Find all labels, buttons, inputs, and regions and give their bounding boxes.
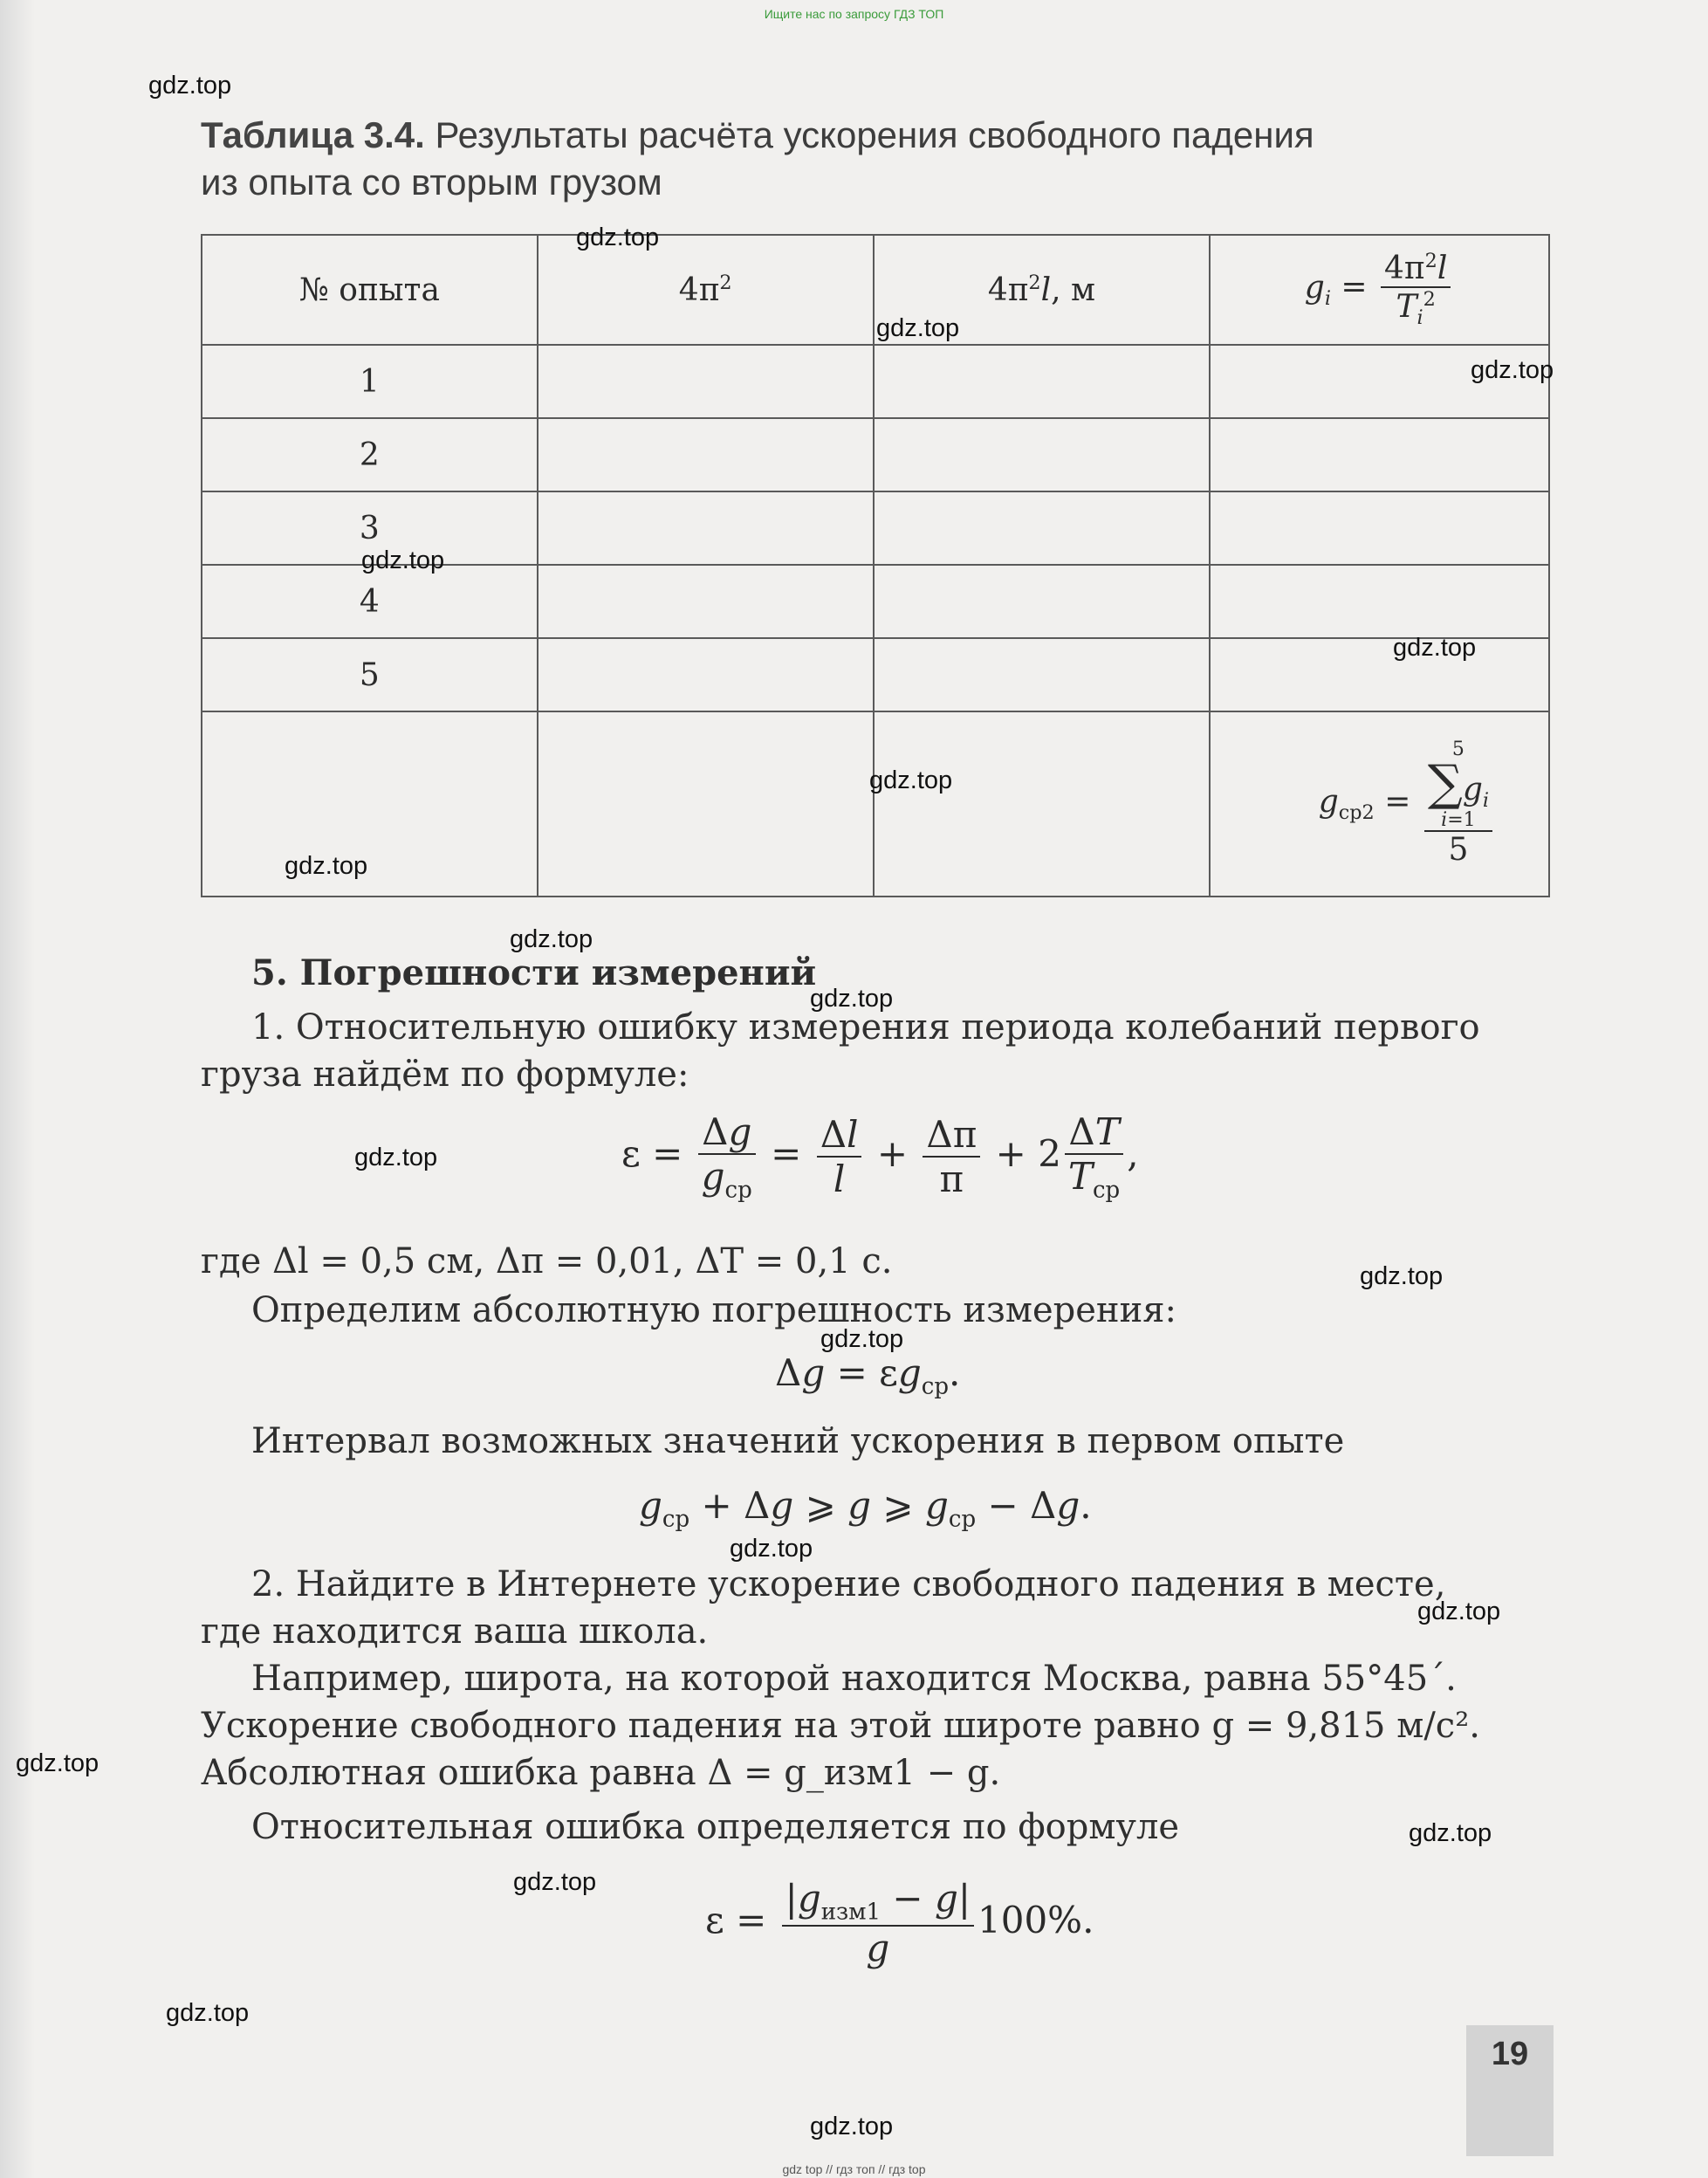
watermark: gdz.top (1409, 1819, 1492, 1847)
watermark: gdz.top (285, 852, 368, 880)
watermark: gdz.top (876, 314, 960, 342)
formula-absolute-error: $\Delta g = \varepsilon g_{ср}$. (775, 1351, 961, 1400)
paragraph-5-line2: где находится ваша школа. (201, 1611, 709, 1652)
header-gi: $g_i$ = $\frac{4\pi^2l}{T_i^2}$ (1210, 235, 1549, 345)
watermark: gdz.top (513, 1868, 597, 1896)
paragraph-6-line1: Например, широта, на которой находится Москва, равна 55°45´. (251, 1659, 1457, 1699)
average-formula: $g_{ср2}$ = 5 $\sum g_i$ i=1 5 (1210, 711, 1549, 897)
header-4pi2: $4\pi^2$ (538, 235, 874, 345)
table-row (202, 638, 1549, 711)
watermark: gdz.top (810, 2113, 894, 2140)
top-note: Ищите нас по запросу ГДЗ ТОП (764, 7, 944, 21)
table-row (202, 565, 1549, 638)
formula-relative-percent: ε = $\frac{|g_{изм1} - g|}{g}$ 100%. (705, 1877, 1094, 1970)
bottom-note: gdz top // гдз топ // гдз top (782, 2162, 926, 2176)
page-edge-shadow (0, 0, 35, 2178)
caption-label: Таблица 3.4. (201, 114, 425, 155)
row-number: 3 (202, 491, 538, 565)
watermark: gdz.top (1393, 634, 1477, 662)
page-number: 19 (1491, 2036, 1529, 2072)
caption-line2: из опыта со вторым грузом (201, 161, 662, 203)
watermark: gdz.top (361, 546, 445, 574)
paragraph-1-line2: груза найдём по формуле: (201, 1055, 689, 1095)
paragraph-7: Абсолютная ошибка равна Δ = g_изм1 − g. (201, 1753, 1001, 1793)
watermark: gdz.top (869, 766, 953, 794)
row-number: 5 (202, 638, 538, 711)
watermark: gdz.top (148, 72, 232, 100)
watermark: gdz.top (510, 925, 593, 953)
watermark: gdz.top (1417, 1597, 1501, 1625)
watermark: gdz.top (820, 1325, 904, 1353)
table-caption (201, 112, 1484, 206)
paragraph-8: Относительная ошибка определяется по формуле (251, 1807, 1180, 1847)
watermark: gdz.top (810, 985, 894, 1013)
watermark: gdz.top (1471, 356, 1554, 384)
caption-line1: Результаты расчёта ускорения свободного падения (424, 114, 1314, 155)
watermark: gdz.top (166, 1999, 250, 2027)
section-heading: 5. Погрешности измерений (251, 952, 817, 993)
watermark: gdz.top (1360, 1262, 1444, 1290)
header-4pi2l: $4\pi^2l$, м (874, 235, 1210, 345)
table-row (202, 345, 1549, 418)
paragraph-3: Определим абсолютную погрешность измерения: (251, 1290, 1176, 1330)
formula-interval: $g_{ср} + \Delta g$ ⩾ g ⩾ $g_{ср} - \Delta g$. (639, 1484, 1092, 1533)
row-number: 1 (202, 345, 538, 418)
table-row (202, 418, 1549, 491)
watermark: gdz.top (576, 223, 660, 251)
watermark: gdz.top (354, 1144, 438, 1171)
paragraph-6-line2: Ускорение свободного падения на этой широте равно g = 9,815 м/с². (201, 1706, 1480, 1746)
formula-relative-error: ε = $\frac{\Delta g}{g_{ср}}$ = $\frac{\Delta l}{l}$ + $\frac{\Delta\pi}{\pi}$ + 2 $\frac{\Delta T}{T_{ср}}$ , (621, 1110, 1139, 1204)
paragraph-4: Интервал возможных значений ускорения в первом опыте (251, 1421, 1345, 1461)
table-header-row (202, 235, 1549, 345)
row-number: 2 (202, 418, 538, 491)
paragraph-1-line1: 1. Относительную ошибку измерения периода колебаний первого (251, 1007, 1480, 1048)
paragraph-2: где Δl = 0,5 см, Δπ = 0,01, ΔT = 0,1 с. (201, 1241, 893, 1281)
watermark: gdz.top (16, 1749, 99, 1777)
table-row-average (202, 711, 1549, 897)
header-experiment-no: № опыта (202, 235, 538, 345)
watermark: gdz.top (730, 1535, 813, 1563)
paragraph-5-line1: 2. Найдите в Интернете ускорение свободного падения в месте, (251, 1564, 1446, 1604)
row-number: 4 (202, 565, 538, 638)
